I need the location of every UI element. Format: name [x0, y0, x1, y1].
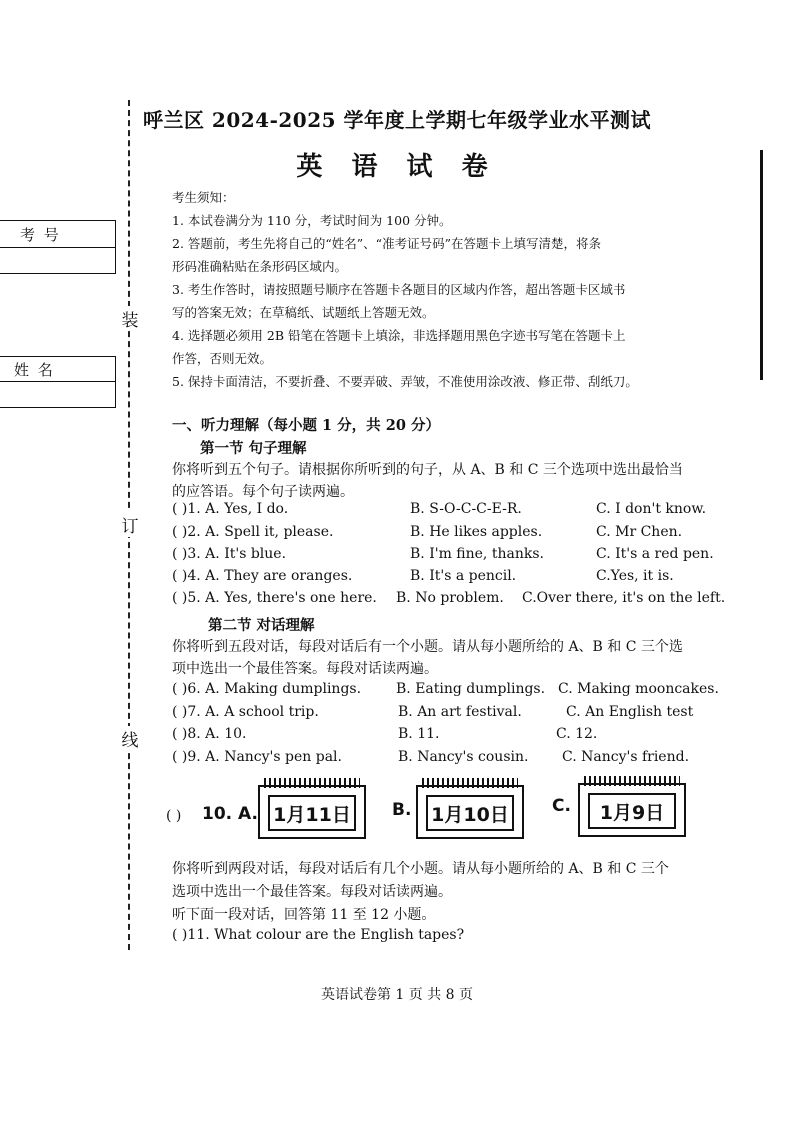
question-7-c[interactable]: C. An English test — [566, 704, 694, 720]
notice-heading: 考生须知： — [172, 190, 235, 205]
question-6-a[interactable]: ( )6. A. Making dumplings. — [172, 681, 362, 697]
question-8-b[interactable]: B. 11. — [398, 726, 440, 742]
question-4-c[interactable]: C.Yes, it is. — [596, 568, 674, 584]
notice-line: 2. 答题前，考生先将自己的“姓名”、“准考证号码”在答题卡上填写清楚，将条 — [172, 236, 601, 251]
section2-instruction: 项中选出一个最佳答案。每段对话读两遍。 — [172, 661, 438, 677]
notice-line: 写的答案无效；在草稿纸、试题纸上答题无效。 — [172, 305, 435, 320]
exam-title: 呼兰区 2024-2025 学年度上学期七年级学业水平测试 — [142, 108, 652, 132]
question-2-c[interactable]: C. Mr Chen. — [596, 524, 683, 540]
binding-char-ding: 订 — [121, 512, 139, 537]
part1-heading: 一、听力理解（每小题 1 分，共 20 分） — [172, 417, 440, 434]
section3-instruction: 听下面一段对话，回答第 11 至 12 小题。 — [172, 907, 436, 923]
calendar-date: 1月9日 — [588, 793, 676, 829]
section1-title: 第一节 句子理解 — [200, 440, 307, 457]
question-5-b[interactable]: B. No problem. — [396, 590, 504, 606]
calendar-date: 1月11日 — [268, 795, 356, 831]
question-10-label: 10. A. — [202, 804, 258, 824]
section3-instruction: 你将听到两段对话，每段对话后有几个小题。请从每小题所给的 A、B 和 C 三个 — [172, 861, 669, 877]
exam-number-label: 考 号 — [20, 226, 61, 244]
binding-char-xian: 线 — [121, 726, 139, 751]
question-6-c[interactable]: C. Making mooncakes. — [558, 681, 719, 697]
question-11[interactable]: ( )11. What colour are the English tapes? — [172, 927, 465, 943]
question-7-a[interactable]: ( )7. A. A school trip. — [172, 704, 319, 720]
section1-instruction: 的应答语。每个句子读两遍。 — [172, 484, 354, 500]
notice-line: 形码准确粘贴在条形码区域内。 — [172, 259, 348, 274]
question-2-a[interactable]: ( )2. A. Spell it, please. — [172, 524, 334, 540]
scan-edge-bar — [760, 150, 763, 380]
question-8-a[interactable]: ( )8. A. 10. — [172, 726, 247, 742]
question-9-b[interactable]: B. Nancy's cousin. — [398, 749, 529, 765]
question-9-c[interactable]: C. Nancy's friend. — [562, 749, 690, 765]
section1-instruction: 你将听到五个句子。请根据你所听到的句子，从 A、B 和 C 三个选项中选出最恰当 — [172, 462, 683, 478]
question-9-a[interactable]: ( )9. A. Nancy's pen pal. — [172, 749, 342, 765]
question-7-b[interactable]: B. An art festival. — [398, 704, 522, 720]
notice-block — [172, 186, 732, 393]
question-2-b[interactable]: B. He likes apples. — [410, 524, 543, 540]
notice-line: 3. 考生作答时，请按照题号顺序在答题卡各题目的区域内作答，超出答题卡区域书 — [172, 282, 626, 297]
section3-instruction: 选项中选出一个最佳答案。每段对话读两遍。 — [172, 884, 452, 900]
question-5-a[interactable]: ( )5. A. Yes, there's one here. — [172, 590, 377, 606]
section2-title: 第二节 对话理解 — [208, 617, 315, 634]
binding-char-zhuang: 装 — [121, 306, 139, 331]
question-10-option-b-label: B. — [392, 800, 412, 820]
question-10-bracket[interactable]: ( ) — [166, 808, 182, 824]
notice-line: 5. 保持卡面清洁，不要折叠、不要弄破、弄皱，不准使用涂改液、修正带、刮纸刀。 — [172, 374, 638, 389]
question-3-c[interactable]: C. It's a red pen. — [596, 546, 714, 562]
subject-title: 英 语 试 卷 — [296, 152, 498, 182]
page-footer: 英语试卷第 1 页 共 8 页 — [320, 987, 474, 1003]
section2-instruction: 你将听到五段对话，每段对话后有一个小题。请从每小题所给的 A、B 和 C 三个选 — [172, 639, 683, 655]
notice-line: 1. 本试卷满分为 110 分，考试时间为 100 分钟。 — [172, 213, 452, 228]
notice-line: 作答，否则无效。 — [172, 351, 273, 366]
question-6-b[interactable]: B. Eating dumplings. — [396, 681, 546, 697]
question-8-c[interactable]: C. 12. — [556, 726, 598, 742]
question-1-b[interactable]: B. S-O-C-C-E-R. — [410, 501, 522, 517]
calendar-date: 1月10日 — [426, 795, 514, 831]
name-label: 姓 名 — [14, 361, 55, 379]
question-3-b[interactable]: B. I'm fine, thanks. — [410, 546, 544, 562]
calendar-option-b[interactable] — [416, 785, 524, 839]
question-5-c[interactable]: C.Over there, it's on the left. — [522, 590, 726, 606]
question-4-b[interactable]: B. It's a pencil. — [410, 568, 517, 584]
calendar-option-c[interactable] — [578, 783, 686, 837]
notice-line: 4. 选择题必须用 2B 铅笔在答题卡上填涂，非选择题用黑色字迹书写笔在答题卡上 — [172, 328, 626, 343]
question-3-a[interactable]: ( )3. A. It's blue. — [172, 546, 287, 562]
question-10-option-c-label: C. — [552, 796, 571, 816]
question-4-a[interactable]: ( )4. A. They are oranges. — [172, 568, 353, 584]
calendar-option-a[interactable] — [258, 785, 366, 839]
question-1-c[interactable]: C. I don't know. — [596, 501, 707, 517]
question-1-a[interactable]: ( )1. A. Yes, I do. — [172, 501, 289, 517]
